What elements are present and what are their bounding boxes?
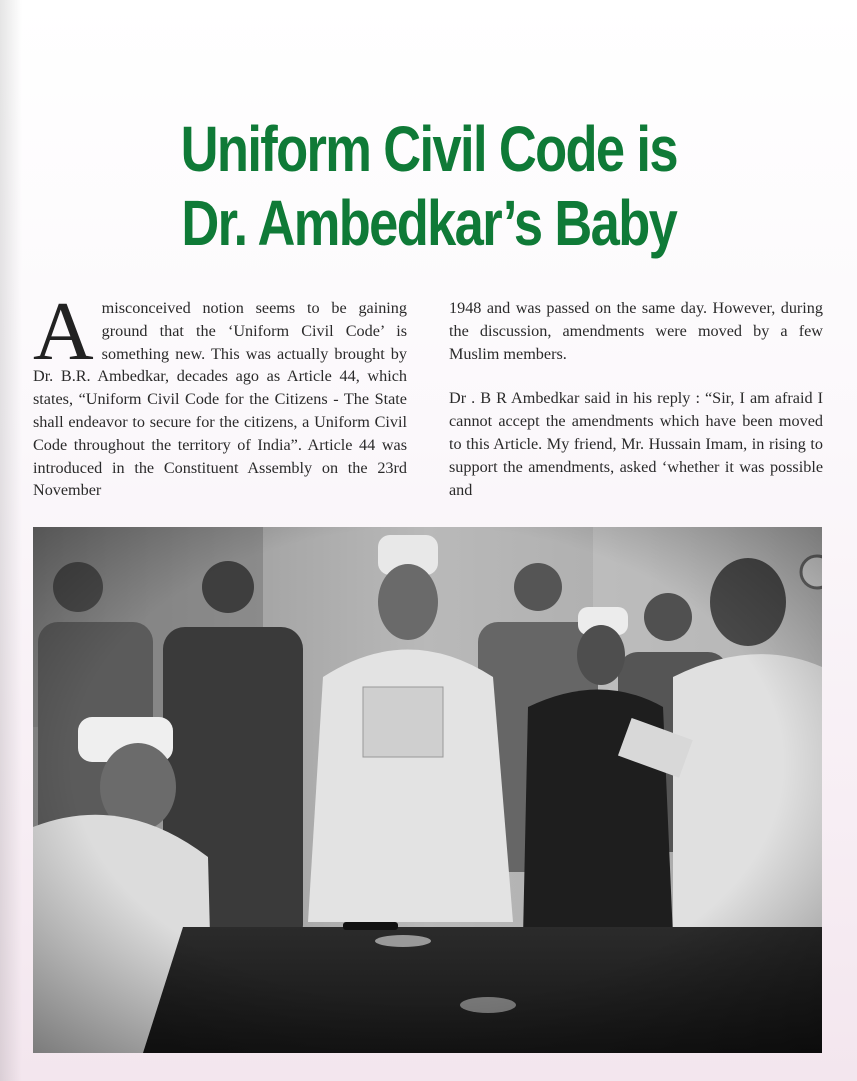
historical-photograph bbox=[33, 527, 822, 1053]
body-paragraph-3: Dr . B R Ambedkar said in his reply : “Sir, I am afraid I cannot accept the amendments which have been moved to this Article. My friend, Mr. Hussain Imam, in rising to support the amendments, asked ‘whether it was possible and bbox=[449, 389, 823, 499]
body-column-right bbox=[449, 297, 823, 501]
article-title bbox=[77, 112, 780, 260]
body-column-left bbox=[33, 285, 407, 502]
photo-illustration bbox=[33, 527, 822, 1053]
body-paragraph-1: misconceived notion seems to be gaining ground that the ‘Uniform Civil Code’ is something new. This was actually brought by Dr. B.R. Ambedkar, decades ago as Article 44, which states, “Uniform Civil Code for the Citizens - The State shall endeavor to secure for the citizens, a Uniform Civil Code throughout the territory of India”. Article 44 was introduced in the Constituent Assembly on the 23rd November bbox=[33, 299, 407, 500]
drop-cap: A bbox=[33, 285, 94, 378]
title-line-2: Dr. Ambedkar’s Baby bbox=[181, 187, 677, 259]
body-paragraph-2: 1948 and was passed on the same day. However, during the discussion, amendments were moved by a few Muslim members. bbox=[449, 299, 823, 363]
page-gutter-shadow bbox=[0, 0, 22, 1081]
title-line-1: Uniform Civil Code is bbox=[180, 113, 677, 185]
